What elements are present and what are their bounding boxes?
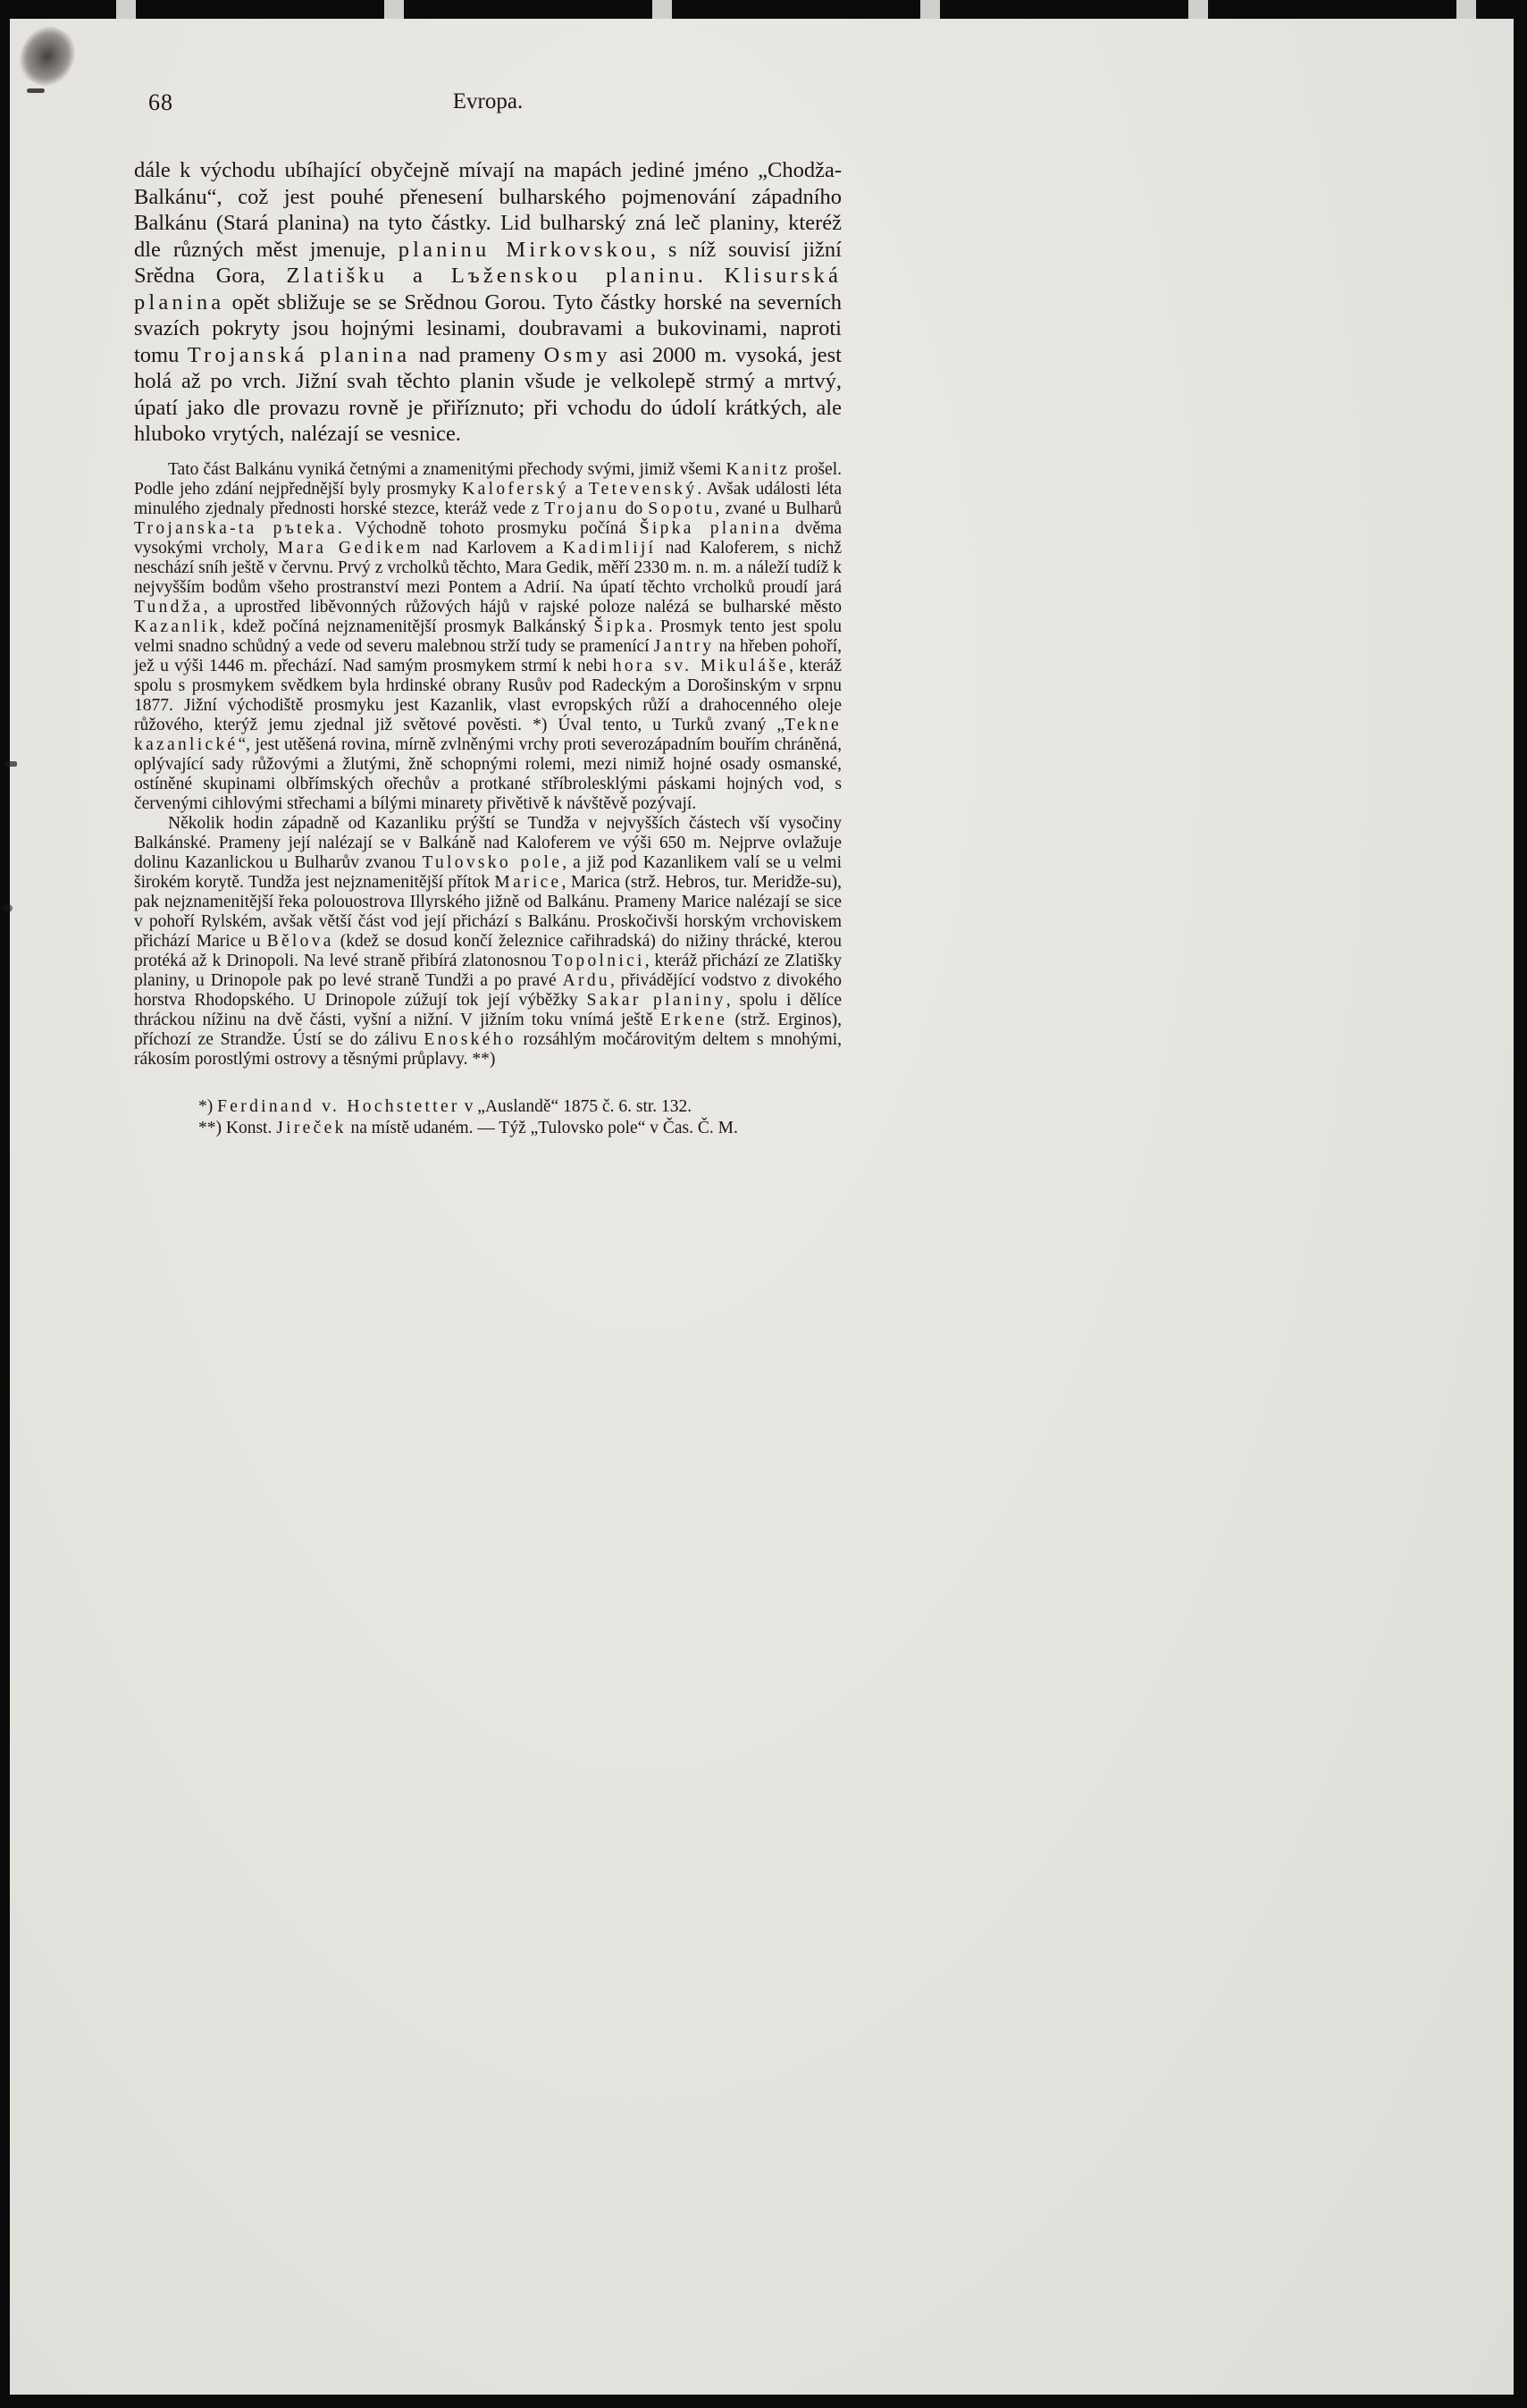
emphasized-term: Ardu bbox=[562, 970, 610, 990]
emphasized-term: Kanitz bbox=[726, 459, 791, 479]
emphasized-term: Klisurská planina bbox=[134, 264, 842, 315]
text-run: opět sbližuje se se Srědnou Gorou. Tyto částky horské na severních svazích pokryty jsou hojnými lesinami, doubravami a bukovinami, naproti tomu bbox=[134, 289, 842, 367]
text-run: v „Auslandě“ 1875 č. 6. str. 132. bbox=[459, 1096, 692, 1116]
emphasized-term: Zlatišku a Lъženskou planinu bbox=[286, 264, 698, 288]
running-title: Evropa. bbox=[452, 89, 524, 113]
scan-artifact-smudge bbox=[11, 18, 84, 95]
emphasized-term: Marice bbox=[494, 872, 562, 892]
emphasized-term: Ferdinand v. Hochstetter bbox=[217, 1096, 460, 1116]
text-run: na místě udaném. — Týž „Tulovsko pole“ v Čas. Č. M. bbox=[346, 1118, 738, 1137]
text-run: *) bbox=[198, 1096, 218, 1116]
text-run: do bbox=[619, 499, 649, 518]
text-run: a bbox=[569, 479, 589, 499]
emphasized-term: Tulovsko pole bbox=[422, 852, 563, 872]
text-run: . Prosmyk tento jest spolu velmi snadno schůdný a vede od severu malebnou strží tudy se pramenící bbox=[134, 617, 843, 656]
text-run: . Avšak události léta minulého zjednaly přednosti horské stezce, kteráž vede z bbox=[134, 479, 843, 518]
scan-artifact-tick bbox=[5, 761, 17, 767]
text-run: , s níž souvisí jižní Srědna Gora, bbox=[134, 237, 842, 288]
emphasized-term: Kaloferský bbox=[462, 479, 570, 499]
text-run: (strž. Erginos), příchozí ze Strandže. Ústí se do zálivu bbox=[134, 1010, 842, 1049]
emphasized-term: Sopotu bbox=[648, 499, 716, 518]
emphasized-term: Šipka bbox=[593, 617, 649, 636]
emphasized-term: Jireček bbox=[276, 1118, 347, 1137]
emphasized-term: Topolnici bbox=[551, 951, 645, 970]
paragraph-small-2 bbox=[134, 814, 842, 1070]
emphasized-term: Erkene bbox=[660, 1010, 728, 1029]
text-run: , zvané u Bulharů bbox=[715, 499, 842, 518]
text-run: , a již pod Kazanlikem valí se u velmi širokém korytě. Tundža jest nejznamenitější přítok bbox=[134, 852, 842, 892]
scan-edge-bottom bbox=[0, 2395, 1527, 2408]
footnote-2 bbox=[198, 1118, 842, 1139]
emphasized-term: planinu Mirkovskou bbox=[398, 237, 650, 262]
emphasized-term: Bělova bbox=[266, 931, 334, 951]
text-run: , Marica (strž. Hebros, tur. Meridže-su), pak nejznamenitější řeka polouostrova Illyrského jižně od Balkánu. Prameny Marice nalézají se sice v pohoří Rylském, avšak větší část vod její přichází s Balkánu. Proskočivši horským vrchoviskem přichází Marice u bbox=[134, 872, 842, 951]
text-run: asi 2000 m. vysoká, jest holá až po vrch. Jižní svah těchto planin všude je velkolepě strmý a mrtvý, úpatí jako dle provazu rovně je přiříznuto; při vchodu do údolí krátkých, ale hluboko vrytých, nalézají se vesnice. bbox=[134, 342, 842, 446]
paragraph-small-1 bbox=[134, 460, 842, 814]
emphasized-term: Trojanská planina bbox=[187, 342, 411, 367]
text-run: . bbox=[697, 264, 725, 288]
emphasized-term: Trojanska-ta pъteka bbox=[134, 518, 338, 538]
emphasized-term: Tundža bbox=[134, 597, 204, 617]
text-run: rozsáhlým močárovitým deltem s mnohými, rákosím porostlými ostrovy a těsnými průplavy. **) bbox=[134, 1029, 842, 1069]
text-run: Tato část Balkánu vyniká četnými a znamenitými přechody svými, jimiž všemi bbox=[168, 459, 726, 479]
text-run: prošel. Podle jeho zdání nejpřednější byly prosmyky bbox=[134, 459, 842, 499]
emphasized-term: Mara Gedikem bbox=[277, 538, 424, 558]
emphasized-term: Kazanlik bbox=[134, 617, 221, 636]
text-run: dále k východu ubíhající obyčejně mívají na mapách jediné jméno „Chodža-Balkánu“, což jest pouhé přenesení bulharského pojmenování západního Balkánu (Stará planina) na tyto částky. Lid bulharský zná leč planiny, kteréž dle různých měst jmenuje, bbox=[134, 158, 842, 262]
emphasized-term: Osmy bbox=[543, 342, 611, 367]
scan-artifact-speck bbox=[4, 904, 13, 912]
text-run: nad Karlovem a bbox=[423, 538, 563, 558]
emphasized-term: Trojanu bbox=[544, 499, 620, 518]
emphasized-term: Jantry bbox=[653, 636, 715, 656]
text-run: nad Kaloferem, s nichž neschází sníh ještě v červnu. Prvý z vrcholků těchto, Mara Gedik, měří 2330 m. n. m. a náleží tudíž k nejvyšším bodům všeho prostranství mezi Pontem a Adrií. Na úpatí těchto vrcholků proudí jará bbox=[134, 538, 843, 597]
text-run: , spolu i dělíce thráckou nížinu na dvě části, vyšní a nižní. V jižním toku vnímá ještě bbox=[134, 990, 842, 1029]
scan-artifact-mark bbox=[27, 88, 45, 93]
text-run: na hřeben pohoří, jež u výši 1446 m. přechází. Nad samým prosmykem strmí k nebi bbox=[134, 636, 842, 675]
text-run: , a uprostřed liběvonných růžových hájů v rajské poloze nalézá se bulharské město bbox=[203, 597, 842, 617]
text-run: , kteráž přichází ze Zlatišky planiny, u Drinopole pak po levé straně Tundži a po pravé bbox=[134, 951, 842, 990]
text-run: , přivádějící vodstvo z divokého horstva Rhodopského. U Drinopole zúžují tok její výběžky bbox=[134, 970, 842, 1010]
text-run: (kdež se dosud končí železnice cařihradská) do nižiny thrácké, kterou protéká až k Drinopoli. Na levé straně přibírá zlatonosnou bbox=[134, 931, 842, 970]
text-run: , kteráž spolu s prosmykem svědkem byla hrdinské obrany Rusův pod Radeckým a Dorošinským v srpnu 1877. Jižní východiště prosmyku jest Kazanlik, vlast evropských růží a drahocenného oleje růžového, kterýž jemu zjednal již světové pověsti. *) Úval tento, u Turků zvaný „ bbox=[134, 656, 842, 734]
text-run: nad prameny bbox=[410, 342, 544, 367]
emphasized-term: Tekne kazanlické bbox=[134, 715, 842, 754]
scan-edge-top bbox=[0, 0, 1527, 19]
emphasized-term: Tetevenský bbox=[588, 479, 698, 499]
text-column bbox=[134, 89, 842, 1139]
scan-edge-left bbox=[0, 0, 10, 2408]
scan-edge-right bbox=[1514, 0, 1527, 2408]
paragraph-main bbox=[134, 157, 842, 448]
text-run: dvěma vysokými vrcholy, bbox=[134, 518, 842, 558]
text-run: . Východně tohoto prosmyku počíná bbox=[337, 518, 640, 538]
emphasized-term: Kadimlijí bbox=[562, 538, 657, 558]
footnote-1 bbox=[198, 1096, 842, 1118]
emphasized-term: Sakar planiny bbox=[586, 990, 726, 1010]
text-run: Několik hodin západně od Kazanliku prýští se Tundža v nejvyšších částech vší vysočiny Balkánské. Prameny její nalézají se v Balkáně nad Kaloferem ve výši 650 m. Nejprve ovlažuje dolinu Kazanlickou u Bulharův zvanou bbox=[134, 813, 842, 872]
page-number: 68 bbox=[148, 89, 173, 115]
emphasized-term: Šipka planina bbox=[639, 518, 783, 538]
emphasized-term: Enoského bbox=[424, 1029, 516, 1049]
emphasized-term: hora sv. Mikuláše bbox=[612, 656, 790, 675]
text-run: “, jest utěšená rovina, mírně zvlněnými vrchy proti severozápadním bouřím chráněná, oplývající sady růžovými a žlutými, žně schopnými rolemi, mezi nimiž hojné osady osmanské, ostíněné skupinami olbřímských ořechův a protkané stříbrolesklými páskami hojných vod, s červenými cihlovými střechami a bílými minarety přivětivě k návštěvě pozývají. bbox=[134, 734, 842, 813]
page-header bbox=[134, 89, 842, 127]
footnotes-block bbox=[134, 1096, 842, 1139]
text-run: , kdež počíná nejznamenitější prosmyk Balkánský bbox=[220, 617, 594, 636]
text-run: **) Konst. bbox=[198, 1118, 277, 1137]
